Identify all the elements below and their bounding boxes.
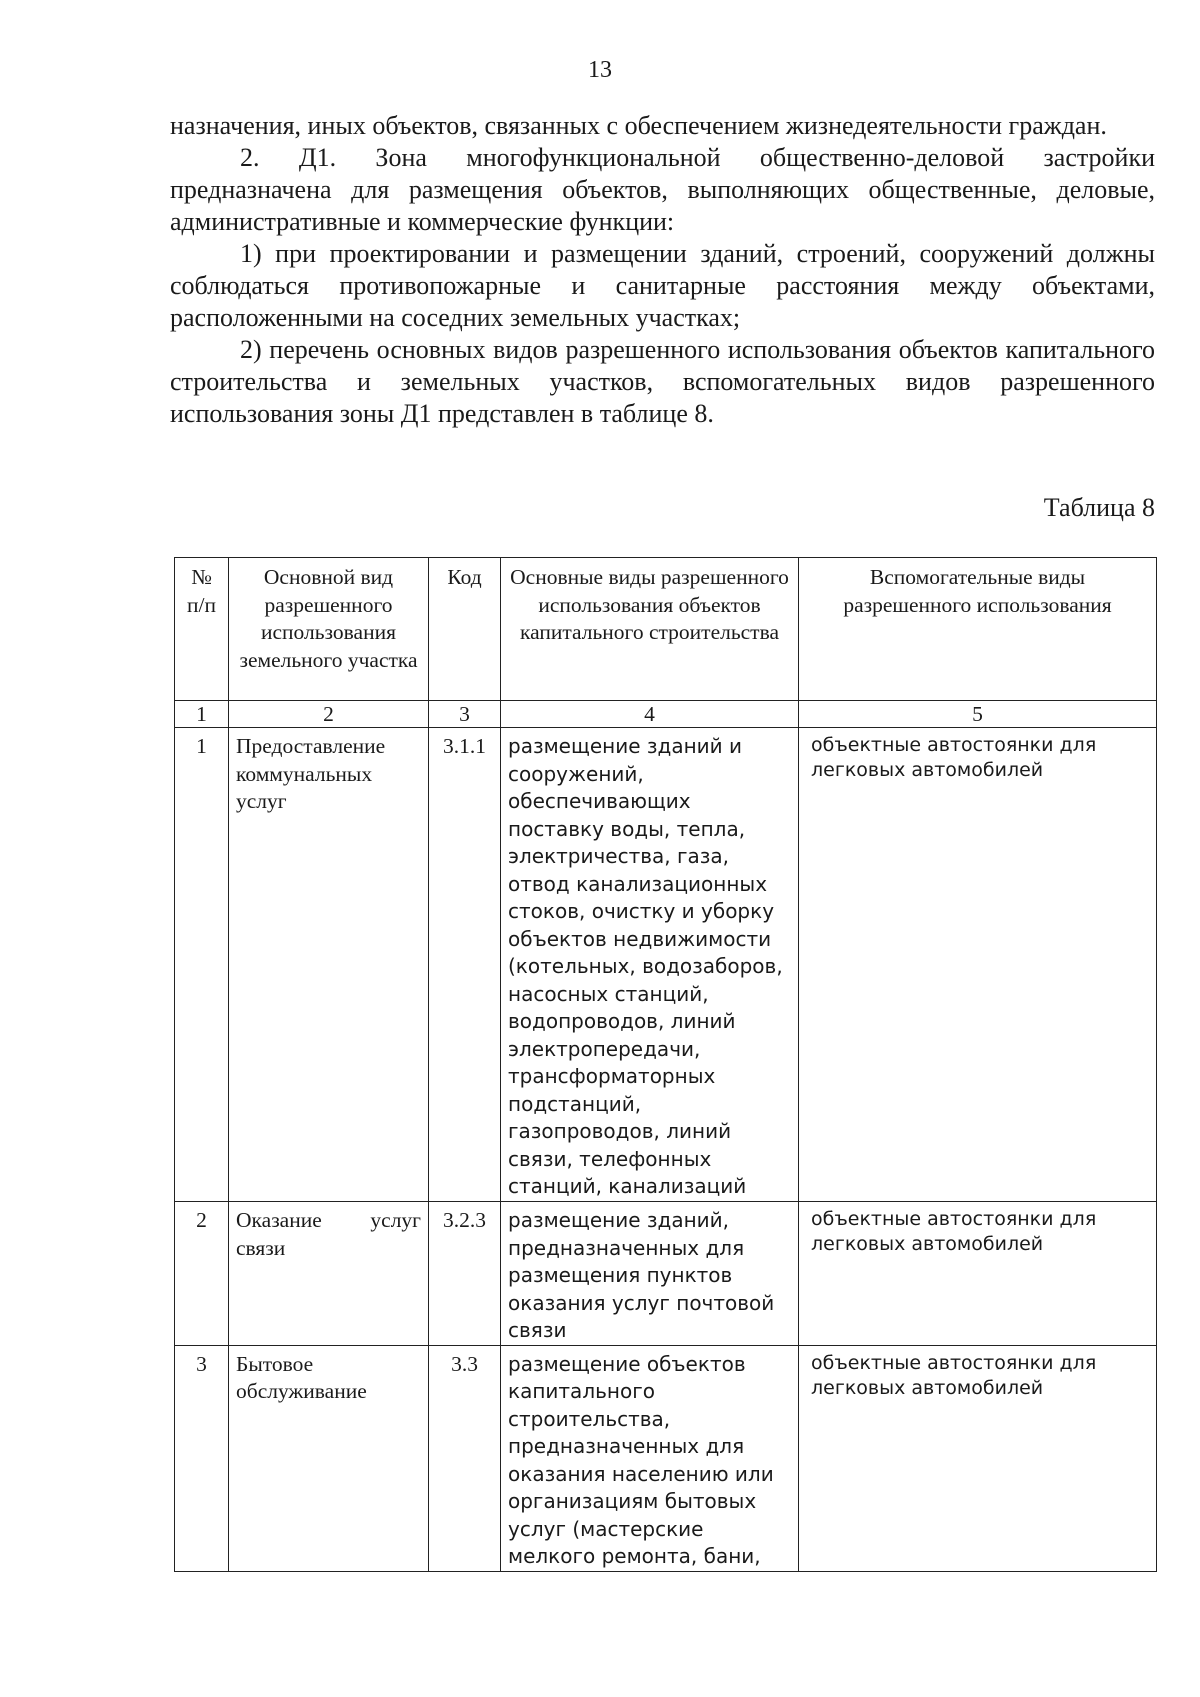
column-number: 2 bbox=[229, 701, 429, 728]
table-row bbox=[175, 1202, 1157, 1346]
header-code: Код bbox=[429, 558, 501, 701]
row-main-type: Бытовое обслуживание bbox=[229, 1345, 429, 1571]
row-auxiliary: объектные автостоянки для легковых автомобилей bbox=[799, 728, 1157, 1202]
row-code: 3.3 bbox=[429, 1345, 501, 1571]
paragraph-item-2: 2) перечень основных видов разрешенного использования объектов капитального строительства и земельных участков, вспомогательных видов разрешенного использования зоны Д1 представлен в таблице 8. bbox=[170, 335, 1155, 428]
row-code: 3.1.1 bbox=[429, 728, 501, 1202]
paragraph-zone-d1: 2. Д1. Зона многофункциональной общественно-деловой застройки предназначена для размещения объектов, выполняющих общественные, деловые, административные и коммерческие функции: bbox=[170, 143, 1155, 236]
column-number: 3 bbox=[429, 701, 501, 728]
land-use-table bbox=[174, 557, 1157, 1572]
column-number: 4 bbox=[501, 701, 799, 728]
table-caption: Таблица 8 bbox=[1043, 493, 1155, 522]
row-main-type: Оказание услуг связи bbox=[229, 1202, 429, 1346]
header-capital-uses: Основные виды разрешенного использования объектов капитального строительства bbox=[501, 558, 799, 701]
row-number: 3 bbox=[175, 1345, 229, 1571]
body-text bbox=[170, 110, 1155, 430]
row-main-type: Предоставление коммунальных услуг bbox=[229, 728, 429, 1202]
row-code: 3.2.3 bbox=[429, 1202, 501, 1346]
row-capital-uses: размещение объектов капитального строительства, предназначенных для оказания населению или организациям бытовых услуг (мастерские мелкого ремонта, бани, bbox=[501, 1345, 799, 1571]
column-number-row bbox=[175, 701, 1157, 728]
page-number: 13 bbox=[588, 57, 612, 83]
header-number: № п/п bbox=[175, 558, 229, 701]
table-header-row bbox=[175, 558, 1157, 701]
column-number: 5 bbox=[799, 701, 1157, 728]
paragraph-continuation: назначения, иных объектов, связанных с обеспечением жизнедеятельности граждан. bbox=[170, 111, 1107, 140]
header-auxiliary: Вспомогательные виды разрешенного использования bbox=[799, 558, 1157, 701]
row-auxiliary: объектные автостоянки для легковых автомобилей bbox=[799, 1202, 1157, 1346]
row-capital-uses: размещение зданий, предназначенных для размещения пунктов оказания услуг почтовой связи bbox=[501, 1202, 799, 1346]
paragraph-item-1: 1) при проектировании и размещении зданий, строений, сооружений должны соблюдаться противопожарные и санитарные расстояния между объектами, расположенными на соседних земельных участках; bbox=[170, 239, 1155, 332]
column-number: 1 bbox=[175, 701, 229, 728]
header-main-type: Основной вид разрешенного использования земельного участка bbox=[229, 558, 429, 701]
row-number: 1 bbox=[175, 728, 229, 1202]
row-capital-uses: размещение зданий и сооружений, обеспечивающих поставку воды, тепла, электричества, газа, отвод канализационных стоков, очистку и уборку объектов недвижимости (котельных, водозаборов, насосных станций, водопроводов, линий электропередачи, трансформаторных подстанций, газопроводов, линий связи, телефонных станций, канализаций bbox=[501, 728, 799, 1202]
row-number: 2 bbox=[175, 1202, 229, 1346]
row-auxiliary: объектные автостоянки для легковых автомобилей bbox=[799, 1345, 1157, 1571]
table-row bbox=[175, 1345, 1157, 1571]
table-row bbox=[175, 728, 1157, 1202]
